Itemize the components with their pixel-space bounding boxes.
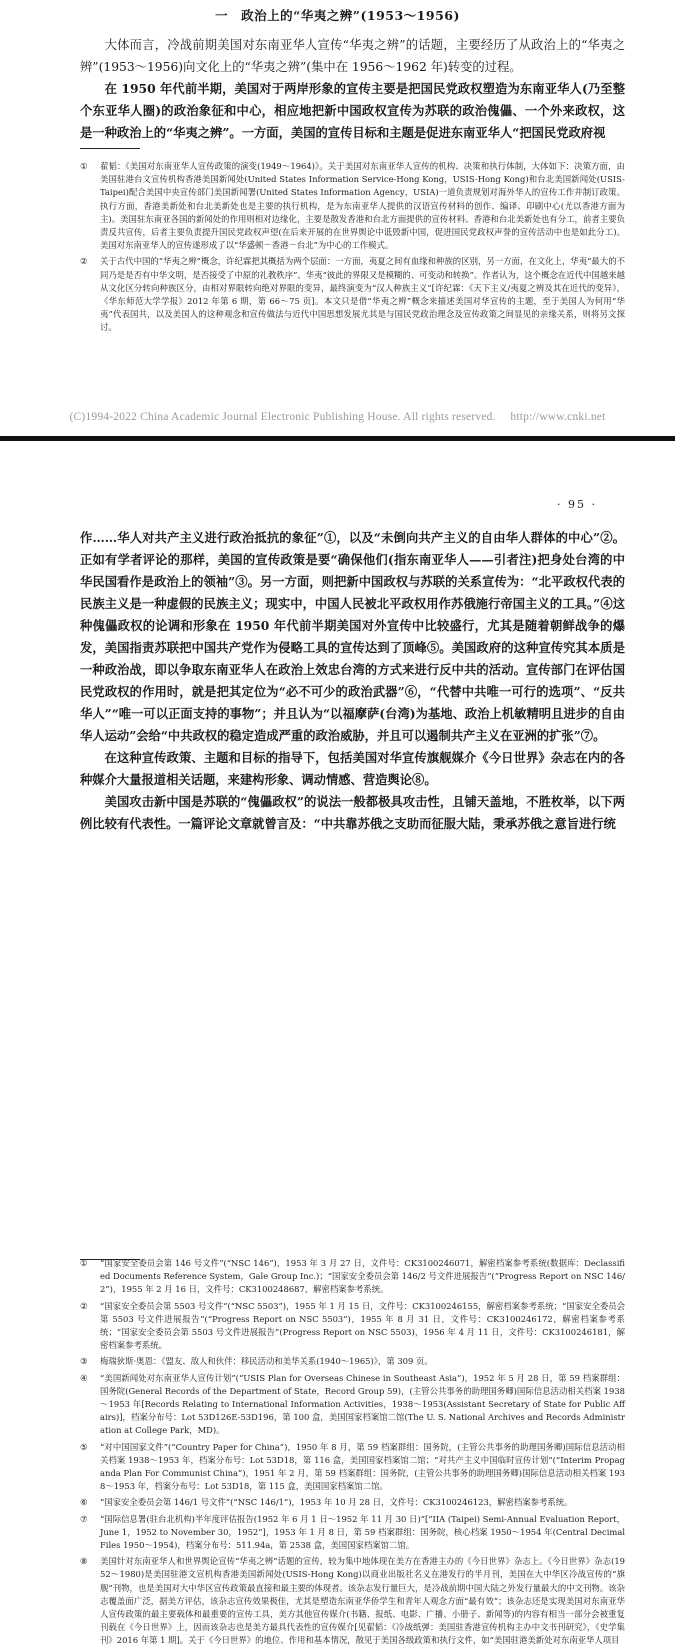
- footnote: [80, 1496, 625, 1509]
- footnote: [80, 1555, 625, 1647]
- footnote-text: “国家安全委员会第 146/1 号文件”(“NSC 146/1”)，1953 年 10 月 28 日，文件号：CK3100246123，解密档案参考系统。: [100, 1497, 573, 1508]
- copyright-watermark: (C)1994-2022 China Academic Journal Electronic Publishing House. All rights reserved. http://www.cnki.net: [69, 411, 606, 423]
- footnote-mark: ①: [80, 1258, 88, 1268]
- page-divider: [0, 436, 675, 441]
- footnote-mark: ④: [80, 1372, 88, 1383]
- footnote-mark: ⑥: [80, 1497, 88, 1508]
- footnote: [80, 1355, 625, 1368]
- footnote: [80, 255, 625, 334]
- footnotes-lower: [80, 1257, 625, 1651]
- footnote-text: 梅瑞狄斯·奥恩：《盟友、敌人和伙伴：移民活动和美华关系(1940～1965)》，第 309 页。: [100, 1356, 433, 1367]
- paragraph-3: 美国攻击新中国是苏联的“傀儡政权”的说法一般都极具攻击性，且铺天盖地，不胜枚举，以下两例比较有代表性。一篇评论文章就曾言及：“中共靠苏俄之支助而征服大陆，秉承苏俄之意旨进行统: [80, 794, 625, 831]
- footnote: [80, 1300, 625, 1353]
- running-head: 一 政治上的“华夷之辨”(1953～1956): [215, 8, 460, 23]
- paragraph-1: 大体而言，冷战前期美国对东南亚华人宣传“华夷之辨”的话题，主要经历了从政治上的“华夷之辨”(1953～1956)向文化上的“华夷之辨”(集中在 1956～1962 年)转变的过程。: [80, 38, 625, 74]
- footnote-mark: ②: [80, 256, 88, 267]
- footnote-text: “美国新闻处对东南亚华人宣传计划”(“USIS Plan for Overseas Chinese in Southeast Asia”)，1952 年 5 月 28 日，第 59 档案群组：国务院(General Records of the Department of State，Record Group 59)，(主管公共事务的助理国务卿)国际信息活动相关档案 1938～1953 年[Records Relating to International Information Activities，1938～1953(Assistant Secretary of State for Public Affairs)]，档案分布号：Lot 53D126E-53D196，第 100 盒，美国国家档案馆二馆(The U. S. National Archives and Records Administration at College Park，MD)。: [100, 1372, 625, 1436]
- footnote: [80, 1372, 625, 1438]
- footnote-mark: ⑧: [80, 1556, 88, 1567]
- footnote-text: “国际信息署(驻台北机构)半年度评估报告(1952 年 6 月 1 日～1952 年 11 月 30 日)”[“IIA (Taipei) Semi-Annual Evaluation Report，June 1，1952 to November 30，1952”]，1953 年 1 月 8 日，第 59 档案群组：国务院，核心档案 1950～1954 年(Central Decimal Files 1950～1954)，档案分布号：511.94a，第 2538 盒，美国国家档案馆二馆。: [100, 1513, 625, 1551]
- footnote: [80, 1441, 625, 1494]
- footnote-text: “国家安全委员会第 146 号文件”(“NSC 146”)，1953 年 3 月 27 日，文件号：CK3100246071，解密档案参考系统(数据库：Declassified Documents Reference System，Gale Group Inc.)；“国家安全委员会第 146/2 号文件进展报告”(“Progress Report on NSC 146/2”)，1955 年 2 月 16 日，文件号：CK3100248687，解密档案参考系统。: [100, 1258, 625, 1295]
- footnotes-upper: [80, 160, 625, 338]
- footnote-text: 关于古代中国的“华夷之辨”概念，许纪霖把其概括为两个层面：一方面，夷夏之间有血缘和种族的区别，另一方面，在文化上，华夷“最大的不同乃是是否有中华文明，是否接受了中原的礼教秩序”。华夷“彼此的界限又是模糊的、可变动和转换”。作者认为，这个概念在近代中国越来越从文化区分转向种族区分，由相对界限转向绝对界限的变异，最终演变为“汉人种族主义”[许纪霖：《天下主义/夷夏之辨及其在近代的变异》，《华东师范大学学报》2012 年第 6 期，第 66～75 页]。本文只是借“华夷之辨”概念来描述美国对华宣传的主题，至于美国人为何用“华夷”代表国共，以及美国人的这种观念和宣传做法与近代中国思想发展尤其是与国民党政治理念及宣传政策之间显见的亲缘关系，则将另文探讨。: [100, 256, 625, 333]
- page-number: · 95 ·: [557, 498, 597, 511]
- footnote: [80, 1513, 625, 1553]
- footnote: [80, 1257, 625, 1297]
- footnote-text: “对中国国家文件”(“Country Paper for China”)，1950 年 8 月，第 59 档案群组：国务院，(主管公共事务的助理国务卿)国际信息活动相关档案 1938～1953 年，档案分布号：Lot 53D18，第 116 盒，美国国家档案馆二馆；“对共产主义中国临时宣传计划”(“Interim Propaganda Plan For Communist China”)，1951 年 2 月，第 59 档案群组：国务院，(主管公共事务的助理国务卿)国际信息活动相关档案 1938～1953 年，档案分布号：Lot 53D18，第 115 盒，美国国家档案馆二馆。: [100, 1441, 625, 1492]
- footnote-mark: ②: [80, 1300, 88, 1311]
- footnote-text: “国家安全委员会第 5503 号文件”(“NSC 5503”)，1955 年 1 月 15 日，文件号：CK3100246155，解密档案参考系统；“国家安全委员会第 5503 号文件进展报告”(“Progress Report on NSC 5503”)，1955 年 8 月 31 日，文件号：CK3100246172，解密档案参考系统；“国家安全委员会第 5503 号文件进展报告”(Progress Report on NSC 5503)，1956 年 4 月 11 日，文件号：CK3100246181，解密档案参考系统。: [100, 1300, 625, 1351]
- footnote-text: 美国针对东南亚华人和世界舆论宣传“华夷之辨”话题的宣传，较为集中地体现在美方在香港主办的《今日世界》杂志上。《今日世界》杂志(1952～1980)是美国驻港文宣机构香港美国新闻处(USIS-Hong Kong)以商业出版社名义在港发行的半月刊，美国在大中华区冷战宣传的“旗舰”刊物，也是美国对大中华区宣传政策最直接和最主要的体现者。该杂志发行量巨大，是冷战前期中国大陆之外发行量最大的中文刊物。该杂志覆盖面广泛，据美方评估，该杂志宣传效果极佳，尤其是塑造东南亚华侨学生和青年人观念方面“最有效”；该杂志还是实现美国对东南亚华人宣传政策的最主要载体和最重要的宣传工具，美方其他宣传媒介(书籍、报纸、电影、广播、小册子、新闻等)的内容有相当一部分会被重复刊载在《今日世界》上，因而该杂志也是美方最具代表性的宣传媒介[见翟韬：《冷战纸弹：美国驻香港宣传机构主办中文书刊研究》，《史学集刊》2016 年第 1 期]。关于《今日世界》的地位、作用和基本情况，散见于美国各级政策和执行文件，如“美国驻港美新处对东南亚华人项目: [100, 1556, 625, 1646]
- footnote-mark: ⑤: [80, 1441, 88, 1452]
- footnote-text: 翟韬：《美国对东南亚华人宣传政策的演变(1949～1964)》。关于美国对东南亚华人宣传的机构、决策和执行体制，大体如下：决策方面，由美国驻港台文宣传机构香港美国新闻处(United States Information Service-Hong Kong，USIS-Hong Kong)和台北美国新闻处(USIS-Taipei)配合美国中央宣传部门美国新闻署(United States Information Agency，USIA)一道负责规划对海外华人的宣传工作并制订政策。执行方面，香港美新处和台北美新处也是主要的执行机构，是为东南亚华人提供的汉语宣传材料的创作、编译、印刷中心(尤以香港方面为主)。美国驻东南亚各国的新闻处的作用则相对边缘化，主要是散发香港和台北方面提供的宣传材料。香港和台北美新处也有分工，前者主要负责反共宣传，后者主要负责提升国民党政权声望(在后来开展的在世界舆论中诋毁新中国，促进国民党政权声誉的宣传活动中也是如此分工)。美国对东南亚华人的宣传遂形成了以“华盛顿－香港－台北”为中心的工作模式。: [100, 161, 625, 251]
- page-upper: [0, 0, 675, 436]
- page-lower: [0, 442, 675, 1646]
- paragraph-2: 在 1950 年代前半期，美国对于两岸形象的宣传主要是把国民党政权塑造为东南亚华人(乃至整个东亚华人圈)的政治象征和中心，相应地把新中国政权宣传为苏联的政治傀儡、一个外来政权，这是一种政治上的“华夷之辨”。一方面，美国的宣传目标和主题是促进东南亚华人“把国民党政府视: [80, 81, 625, 140]
- footnote-mark: ⑦: [80, 1513, 88, 1524]
- body-text-upper: [80, 34, 625, 144]
- footnote-rule: [80, 148, 140, 149]
- paragraph-2: 在这种宣传政策、主题和目标的指导下，包括美国对华宣传旗舰媒介《今日世界》杂志在内的各种媒介大量报道相关话题，来建构形象、调动情感、营造舆论⑧。: [80, 750, 625, 787]
- footnote-mark: ①: [80, 161, 88, 171]
- paragraph-1: 作……华人对共产主义进行政治抵抗的象征”①，以及“未倒向共产主义的自由华人群体的中心”②。正如有学者评论的那样，美国的宣传政策是要“确保他们(指东南亚华人——引者注)把身处台湾的中华民国看作是政治上的领袖”③。另一方面，则把新中国政权与苏联的关系宣传为：“北平政权代表的民族主义是一种虚假的民族主义；现实中，中国人民被北平政权用作苏俄施行帝国主义的工具。”④这种傀儡政权的论调和形象在 1950 年代前半期美国对外宣传中比较盛行，尤其是随着朝鲜战争的爆发，美国指责苏联把中国共产党作为侵略工具的宣传达到了顶峰⑤。美国政府的这种宣传究其本质是一种政治战，即以争取东南亚华人在政治上效忠台湾的方式来进行反中共的活动。宣传部门在评估国民党政权的作用时，就是把其定位为“必不可少的政治武器”⑥，“代替中共唯一可行的选项”、“反共华人”“唯一可以正面支持的事物”；并且认为“以福摩萨(台湾)为基地、政治上机敏精明且进步的自由华人运动”会给“中共政权的稳定造成严重的政治威胁，并且可以遏制共产主义在亚洲的扩张”⑦。: [80, 530, 625, 743]
- footnote: [80, 160, 625, 252]
- footnote-mark: ③: [80, 1356, 88, 1367]
- body-text-lower: [80, 527, 625, 835]
